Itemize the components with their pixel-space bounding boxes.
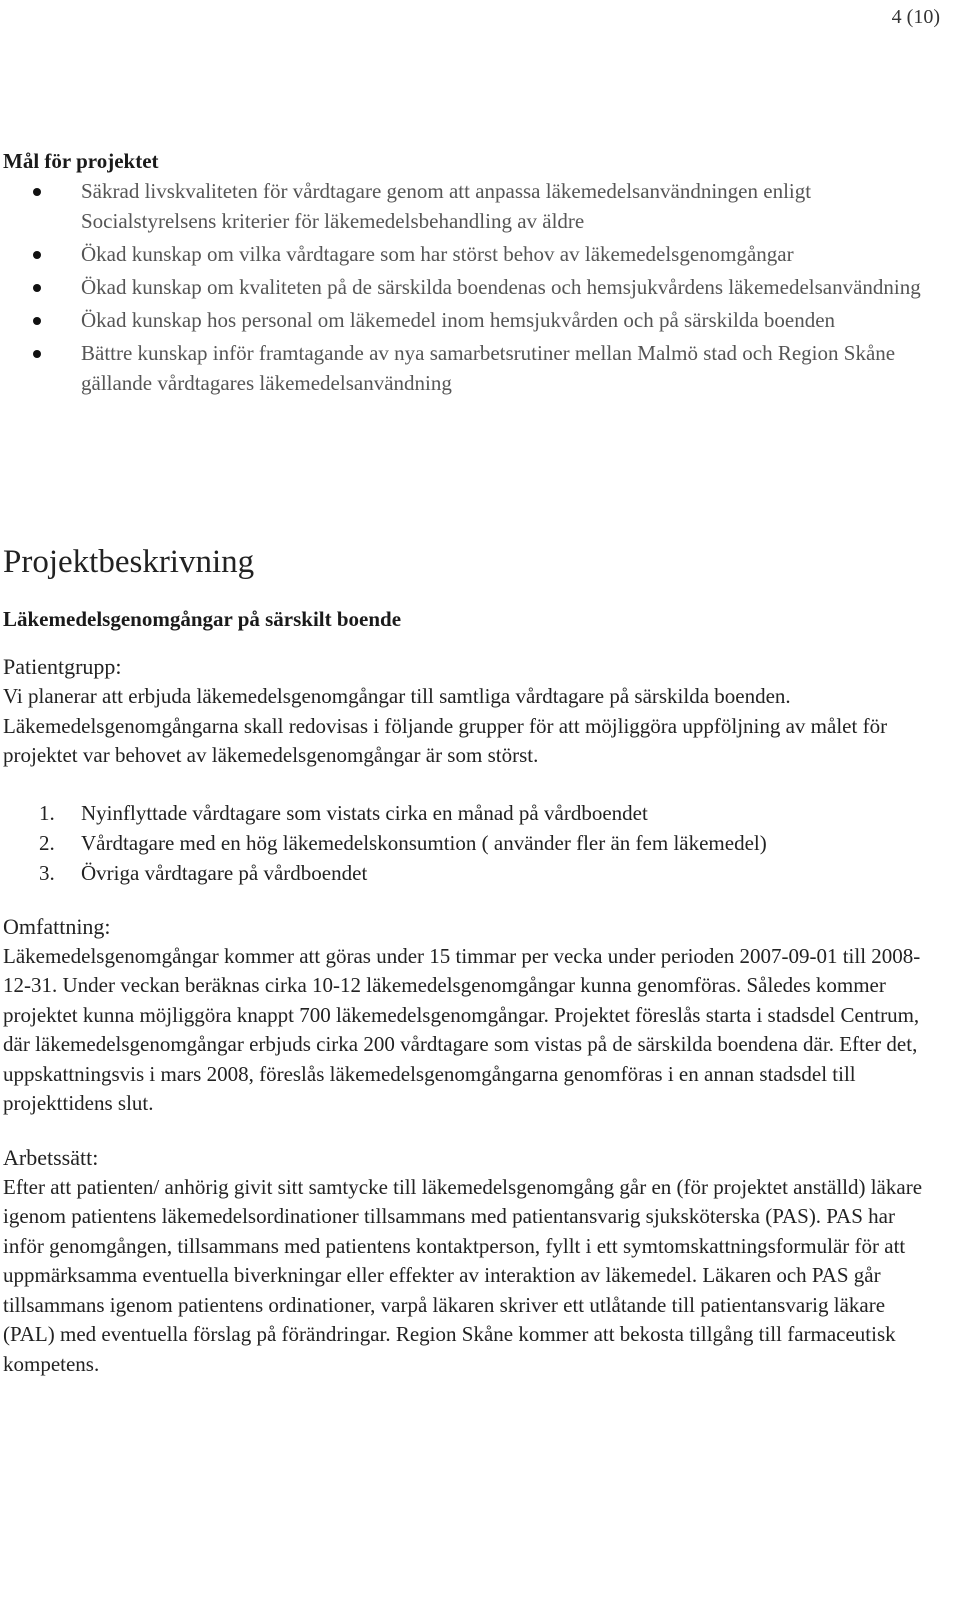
method-text: Efter att patienten/ anhörig givit sitt samtycke till läkemedelsgenomgång går en (för projektet anställd) läkare igenom patientens läkemedelsordinationer tillsammans med patientansvarig sjuksköterska (PAS). PAS har inför genomgången, tillsammans med patientens kontaktperson, fyllt i ett symtomskattningsformulär för att uppmärksamma eventuella biverkningar eller effekter av interaktion av läkemedel. Läkaren och PAS går tillsammans igenom patientens ordinationer, varpå läkaren skriver ett utlåtande till patientansvarig läkare (PAL) med eventuella förslag på förändringar. Region Skåne kommer att bekosta tillgång till farmaceutisk kompetens.: [3, 1174, 923, 1376]
list-item-number: 1.: [39, 800, 55, 825]
scope-label: Omfattning:: [3, 913, 111, 939]
goal-item: [3, 338, 938, 398]
goal-item-text: Ökad kunskap hos personal om läkemedel inom hemsjukvården och på särskilda boenden: [81, 308, 836, 332]
list-item: [3, 858, 938, 888]
list-item-number: 2.: [39, 830, 55, 855]
patient-group-list: [3, 798, 938, 888]
goal-item-text: Ökad kunskap om kvaliteten på de särskilda boendenas och hemsjukvårdens läkemedelsanvändning: [81, 275, 921, 299]
bullet-icon: [33, 284, 41, 292]
list-item: [3, 798, 938, 828]
page-number: 4 (10): [891, 6, 940, 28]
list-item: [3, 828, 938, 858]
goal-item: [3, 272, 938, 302]
project-subheading: Läkemedelsgenomgångar på särskilt boende: [3, 607, 402, 631]
bullet-icon: [33, 317, 41, 325]
document-body: [3, 146, 938, 1379]
list-item-text: Vårdtagare med en hög läkemedelskonsumtion ( använder fler än fem läkemedel): [81, 830, 767, 855]
patient-group-text: Vi planerar att erbjuda läkemedelsgenomgångar till samtliga vårdtagare på särskilda boenden. Läkemedelsgenomgångarna skall redovisas i följande grupper för att möjliggöra uppföljning av målet för projektet var behovet av läkemedelsgenomgångar är som störst.: [3, 684, 888, 767]
bullet-icon: [33, 350, 41, 358]
list-item-text: Nyinflyttade vårdtagare som vistats cirka en månad på vårdboendet: [81, 800, 648, 825]
method-label: Arbetssätt:: [3, 1144, 99, 1170]
scope-text: Läkemedelsgenomgångar kommer att göras under 15 timmar per vecka under perioden 2007-09-01 till 2008-12-31. Under veckan beräknas cirka 10-12 läkemedelsgenomgångar kunna genomföras. Således kommer projektet kunna möjliggöra knappt 700 läkemedelsgenomgångar. Projektet föreslås starta i stadsdel Centrum, där läkemedelsgenomgångar erbjuds cirka 200 vårdtagare som vistas på de särskilda boendena där. Efter det, uppskattningsvis i mars 2008, föreslås läkemedelsgenomgångarna genomföras i en annan stadsdel till projekttidens slut.: [3, 943, 921, 1115]
patient-group-label: Patientgrupp:: [3, 654, 122, 679]
bullet-icon: [33, 188, 41, 196]
goal-item: [3, 239, 938, 269]
goals-list: [3, 176, 938, 398]
goal-item-text: Bättre kunskap inför framtagande av nya samarbetsrutiner mellan Malmö stad och Region Skåne gällande vårdtagares läkemedelsanvändning: [81, 341, 896, 395]
bullet-icon: [33, 251, 41, 259]
list-item-number: 3.: [39, 860, 55, 885]
goal-item-text: Ökad kunskap om vilka vårdtagare som har störst behov av läkemedelsgenomgångar: [81, 242, 794, 266]
goals-heading: Mål för projektet: [3, 149, 159, 173]
goal-item: [3, 305, 938, 335]
goal-item-text: Säkrad livskvaliteten för vårdtagare genom att anpassa läkemedelsanvändningen enligt Socialstyrelsens kriterier för läkemedelsbehandling av äldre: [81, 179, 812, 233]
goal-item: [3, 176, 938, 236]
list-item-text: Övriga vårdtagare på vårdboendet: [81, 860, 368, 885]
project-description-heading: Projektbeskrivning: [3, 544, 255, 580]
